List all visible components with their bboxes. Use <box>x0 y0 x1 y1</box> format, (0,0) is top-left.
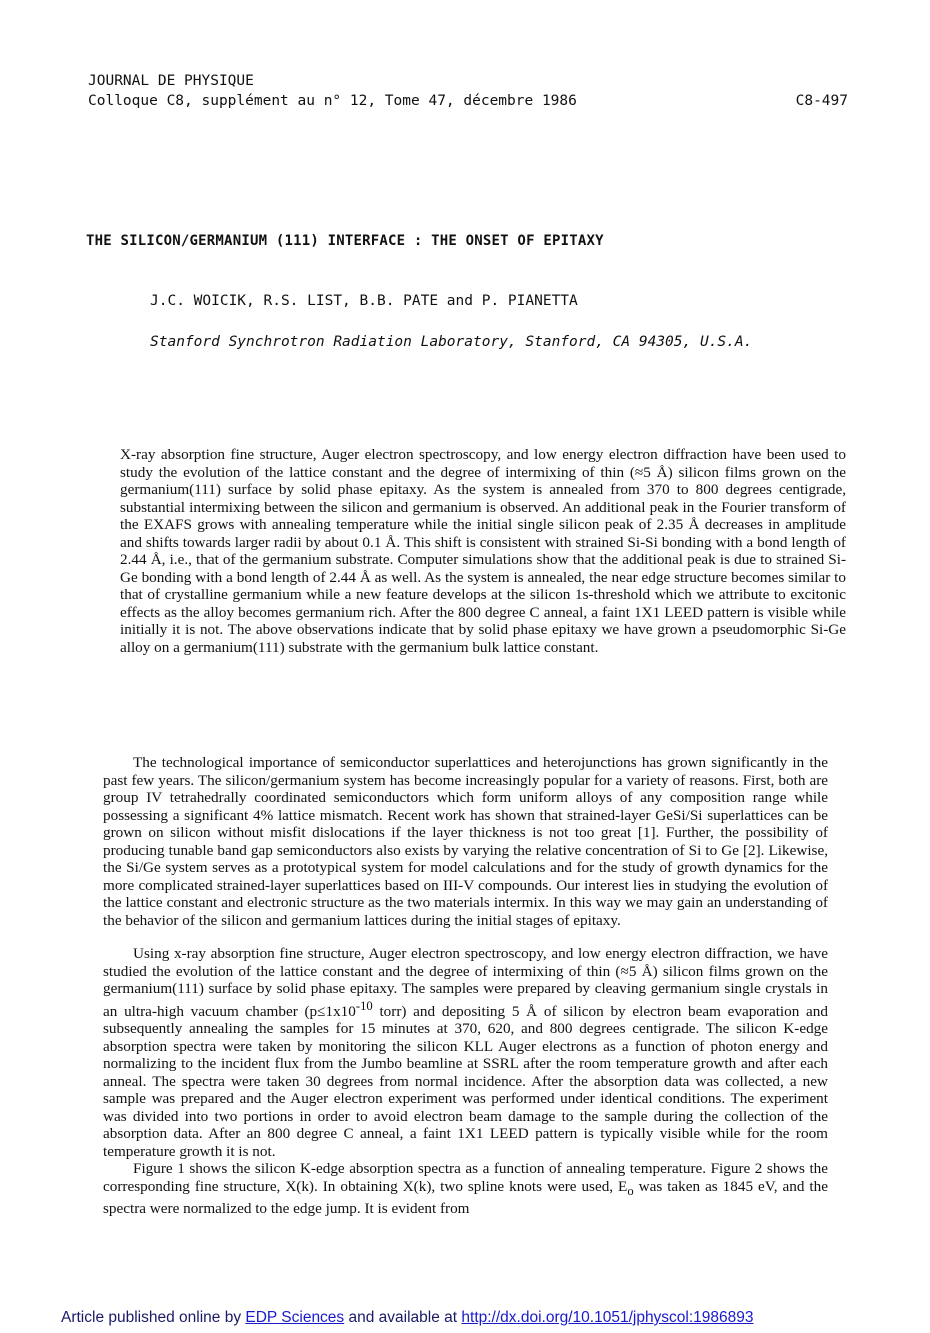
abstract: X-ray absorption fine structure, Auger electron spectroscopy, and low energy electron diffraction have been used to study the evolution of the lattice constant and the degree of intermixing of thin (≈5 Å) silicon films grown on the germanium(111) surface by solid phase epitaxy. As the system is annealed from 370 to 800 degrees centigrade, substantial intermixing between the silicon and germanium is observed. An additional peak in the Fourier transform of the EXAFS grows with annealing temperature while the initial single silicon peak of 2.35 Å decreases in amplitude and shifts towards larger radii by about 0.1 Å. This shift is consistent with strained Si-Si bonding with a bond length of 2.44 Å, i.e., that of the germanium substrate. Computer simulations show that the additional peak is due to strained Si-Ge bonding with a bond length of 2.44 Å as well. As the system is annealed, the near edge structure becomes similar to that of crystalline germanium while a new feature develops at the silicon 1s-threshold which we attribute to excitonic effects as the alloy becomes germanium rich. After the 800 degree C anneal, a faint 1X1 LEED pattern is visible while initially it is not. The above observations indicate that by solid phase epitaxy we have grown a pseudomorphic Si-Ge alloy on a germanium(111) substrate with the germanium bulk lattice constant. <box>120 446 846 656</box>
paragraph-results-part2: was taken as 1845 eV, and the spectra were normalized to the edge jump. It is evident from <box>103 1177 828 1218</box>
journal-issue: Colloque C8, supplément au n° 12, Tome 47, décembre 1986 <box>88 93 577 109</box>
energy-subscript: o <box>627 1183 634 1198</box>
pressure-exponent: -10 <box>355 998 373 1013</box>
author-list: J.C. WOICIK, R.S. LIST, B.B. PATE and P. PIANETTA <box>150 293 578 309</box>
body-text <box>103 754 828 1218</box>
paragraph-methods <box>103 945 828 1160</box>
publisher-link[interactable]: EDP Sciences <box>245 1309 345 1326</box>
paragraph-intro: The technological importance of semiconductor superlattices and heterojunctions has grown significantly in the past few years. The silicon/germanium system has become increasingly popular for a variety of reasons. First, both are group IV tetrahedrally coordinated semiconductors which form uniform alloys of any composition range while possessing a significant 4% lattice mismatch. Recent work has shown that strained-layer GeSi/Si superlattices can be grown on silicon without misfit dislocations if the layer thickness is not too great [1]. Further, the possibility of producing tunable band gap semiconductors also exists by varying the relative concentration of Si to Ge [2]. Likewise, the Si/Ge system serves as a prototypical system for model calculations and for the study of growth dynamics for the more complicated strained-layer superlattices based on III-V compounds. Our interest lies in studying the evolution of the lattice constant and electronic structure as the two materials intermix. In this way we may gain an understanding of the behavior of the silicon and germanium lattices during the initial stages of epitaxy. <box>103 754 828 929</box>
paragraph-methods-part1: Using x-ray absorption fine structure, Auger electron spectroscopy, and low energy electron diffraction, we have studied the evolution of the lattice constant and the degree of intermixing of thin (≈5 Å) silicon films grown on the germanium(111) surface by solid phase epitaxy. The samples were prepared by cleaving germanium single crystals in an ultra-high vacuum chamber (p≤1x10 <box>103 945 828 1020</box>
paper-title: THE SILICON/GERMANIUM (111) INTERFACE : THE ONSET OF EPITAXY <box>86 233 604 249</box>
journal-header <box>88 71 577 111</box>
page-number: C8-497 <box>795 93 848 109</box>
footer-prefix: Article published online by <box>61 1309 246 1326</box>
doi-link[interactable]: http://dx.doi.org/10.1051/jphyscol:1986893 <box>461 1309 754 1326</box>
footer-middle: and available at <box>344 1309 462 1326</box>
paragraph-results-part1: Figure 1 shows the silicon K-edge absorption spectra as a function of annealing temperature. Figure 2 shows the corresponding fine structure, X(k). In obtaining X(k), two spline knots were used, E <box>103 1160 828 1195</box>
affiliation: Stanford Synchrotron Radiation Laboratory, Stanford, CA 94305, U.S.A. <box>150 334 753 350</box>
footer <box>61 1309 754 1327</box>
paragraph-methods-part2: torr) and depositing 5 Å of silicon by electron beam evaporation and subsequently annealing the samples for 15 minutes at 370, 620, and 800 degrees centigrade. The silicon K-edge absorption spectra were taken by monitoring the silicon KLL Auger electrons as a function of photon energy and normalizing to the incident flux from the Jumbo beamline at SSRL after the room temperature growth and after each anneal. The spectra were taken 30 degrees from normal incidence. After the absorption data was collected, a new sample was prepared and the Auger electron experiment was performed under identical conditions. The experiment was divided into two portions in order to avoid electron beam damage to the sample during the collection of the absorption data. After an 800 degree C anneal, a faint 1X1 LEED pattern is typically visible while for the room temperature growth it is not. <box>103 1002 828 1160</box>
journal-name: JOURNAL DE PHYSIQUE <box>88 73 254 89</box>
paragraph-results <box>103 1160 828 1218</box>
